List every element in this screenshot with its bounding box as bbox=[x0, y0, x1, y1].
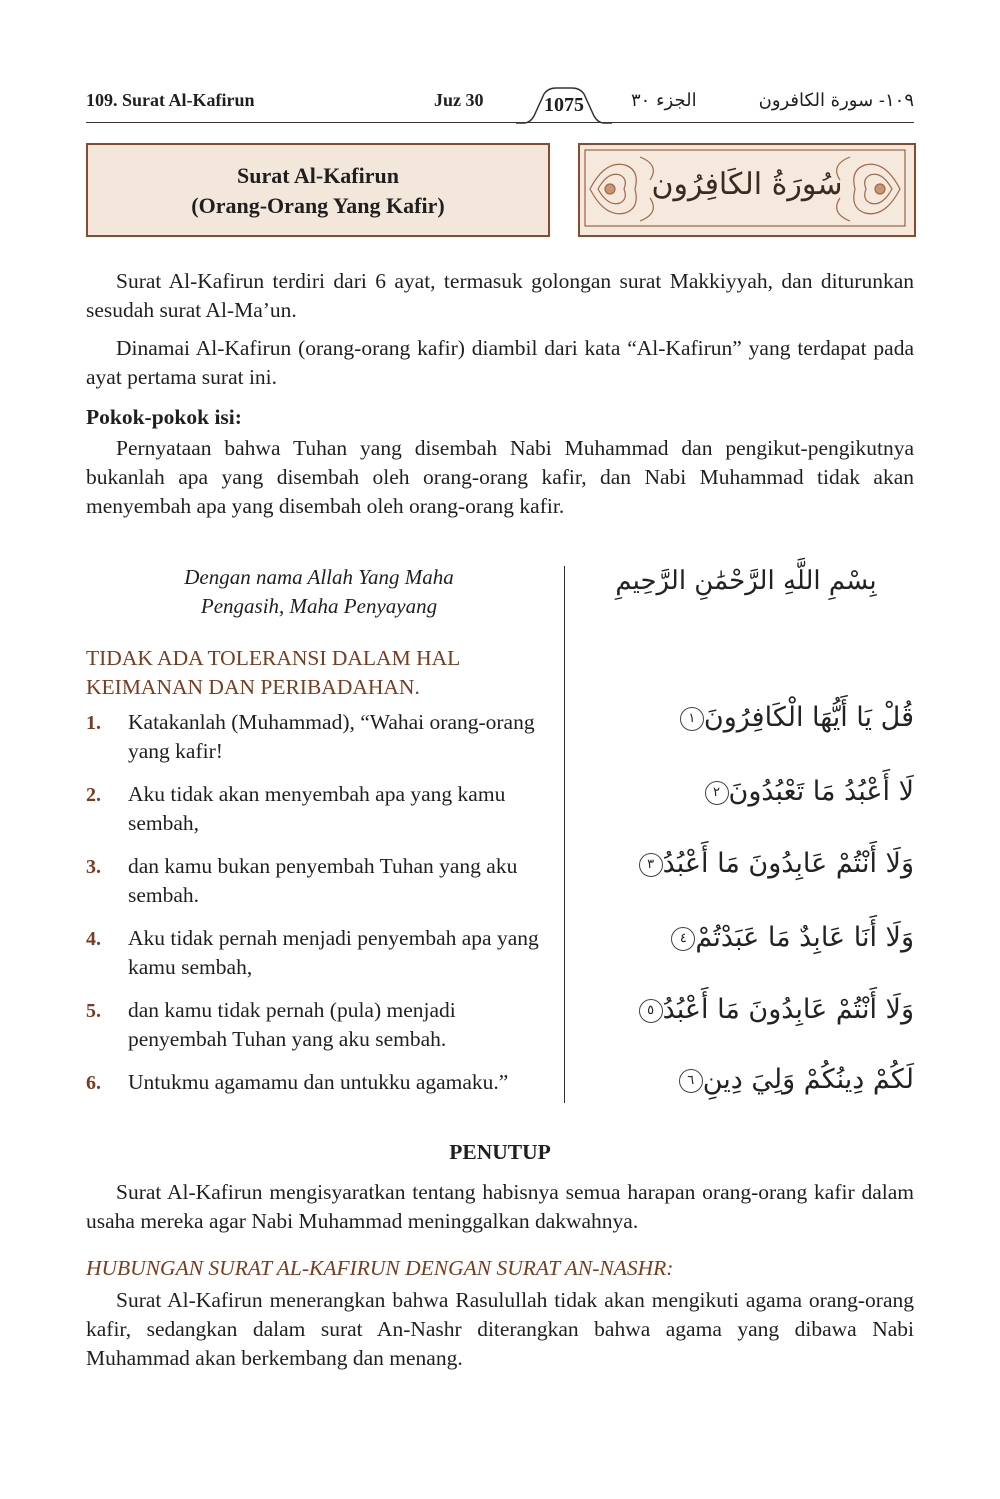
verse-translation: Aku tidak akan menyembah apa yang kamu sembah, bbox=[128, 782, 506, 835]
verse-translation: Aku tidak pernah menjadi penyembah apa yang kamu sembah, bbox=[128, 926, 539, 979]
verse-number: 3. bbox=[86, 856, 101, 878]
verse-arabic-text: وَلَا أَنْتُمْ عَابِدُونَ مَا أَعْبُدُ bbox=[662, 994, 914, 1025]
verse-arabic bbox=[586, 776, 914, 807]
basmala-translation-line-2: Pengasih, Maha Penyayang bbox=[200, 594, 438, 618]
section-heading-line-2: KEIMANAN DAN PERIBADAHAN. bbox=[86, 675, 420, 699]
page-number-tab bbox=[516, 86, 612, 124]
verse-arabic-text: وَلَا أَنْتُمْ عَابِدُونَ مَا أَعْبُدُ bbox=[662, 848, 914, 879]
surah-title-arabic: سُورَةُ الكَافِرُون bbox=[651, 167, 843, 202]
column-divider bbox=[564, 566, 565, 1103]
hubungan-heading: HUBUNGAN SURAT AL-KAFIRUN DENGAN SURAT AN-NASHR: bbox=[86, 1256, 674, 1280]
verse-arabic-text: لَا أَعْبُدُ مَا تَعْبُدُونَ bbox=[728, 776, 914, 807]
running-header bbox=[86, 86, 914, 124]
verse-arabic bbox=[586, 848, 914, 879]
verse-translation: Katakanlah (Muhammad), “Wahai orang-orang yang kafir! bbox=[128, 710, 535, 763]
section-heading bbox=[86, 644, 552, 702]
ayah-end-marker-icon: ٦ bbox=[679, 1069, 703, 1093]
ayah-end-marker-icon: ٥ bbox=[639, 999, 663, 1023]
section-heading-line-1: TIDAK ADA TOLERANSI DALAM HAL bbox=[86, 646, 461, 670]
basmala-translation bbox=[86, 563, 552, 621]
surah-subtitle: (Orang-Orang Yang Kafir) bbox=[191, 193, 445, 218]
verse-arabic bbox=[586, 702, 914, 733]
page bbox=[86, 0, 914, 1499]
verse-arabic bbox=[586, 994, 914, 1025]
verse-arabic-text: وَلَا أَنَا عَابِدٌ مَا عَبَدْتُمْ bbox=[695, 922, 914, 953]
verse-translation: Untukmu agamamu dan untukku agamaku.” bbox=[128, 1070, 509, 1094]
header-juz: Juz 30 bbox=[434, 90, 484, 110]
verse-arabic bbox=[586, 1064, 914, 1095]
pokok-paragraph: Pernyataan bahwa Tuhan yang disembah Nabi Muhammad dan pengikut-pengikutnya bukanlah apa yang disembah oleh orang-orang kafir, dan Nabi Muhammad tidak akan menyembah apa yang disembah oleh orang-orang kafir. bbox=[86, 436, 914, 518]
header-rule bbox=[86, 122, 914, 123]
header-surah-title: 109. Surat Al-Kafirun bbox=[86, 90, 255, 110]
ayah-end-marker-icon: ١ bbox=[680, 707, 704, 731]
ayah-end-marker-icon: ٣ bbox=[639, 853, 663, 877]
pokok-heading: Pokok-pokok isi: bbox=[86, 405, 242, 429]
intro-paragraph-1: Surat Al-Kafirun terdiri dari 6 ayat, termasuk golongan surat Makkiyyah, dan diturunkan sesudah surat Al-Ma’un. bbox=[86, 269, 914, 322]
surah-ornament-box bbox=[578, 143, 916, 237]
penutup-paragraph: Surat Al-Kafirun mengisyaratkan tentang habisnya semua harapan orang-orang kafir dalam usaha mereka agar Nabi Muhammad meninggalkan dakwahnya. bbox=[86, 1180, 914, 1233]
hubungan-paragraph: Surat Al-Kafirun menerangkan bahwa Rasulullah tidak akan mengikuti agama orang-orang kafir, sedangkan dalam surat An-Nashr diterangkan bahwa agama yang dibawa Nabi Muhammad akan berkembang dan menang. bbox=[86, 1288, 914, 1370]
verse-arabic-text: لَكُمْ دِينُكُمْ وَلِيَ دِينِ bbox=[702, 1064, 914, 1095]
intro-paragraph-2: Dinamai Al-Kafirun (orang-orang kafir) diambil dari kata “Al-Kafirun” yang terdapat pada ayat pertama surat ini. bbox=[86, 336, 914, 389]
surah-title-box bbox=[86, 143, 550, 237]
basmala-arabic: بِسْمِ اللَّهِ الرَّحْمَٰنِ الرَّحِيمِ bbox=[615, 566, 877, 596]
verse-number: 6. bbox=[86, 1072, 101, 1094]
verse-number: 1. bbox=[86, 712, 101, 734]
verse-arabic-text: قُلْ يَا أَيُّهَا الْكَافِرُونَ bbox=[703, 702, 914, 733]
verse-number: 5. bbox=[86, 1000, 101, 1022]
ayah-end-marker-icon: ٢ bbox=[705, 781, 729, 805]
verse-number: 4. bbox=[86, 928, 101, 950]
verse-number: 2. bbox=[86, 784, 101, 806]
header-surah-arabic: ١٠٩- سورة الكافرون bbox=[758, 90, 914, 111]
surah-title: Surat Al-Kafirun bbox=[237, 163, 399, 188]
ayah-end-marker-icon: ٤ bbox=[671, 927, 695, 951]
verse-translation: dan kamu tidak pernah (pula) menjadi penyembah Tuhan yang aku sembah. bbox=[128, 998, 456, 1051]
header-juz-arabic: الجزء ٣٠ bbox=[631, 90, 697, 111]
basmala-translation-line-1: Dengan nama Allah Yang Maha bbox=[184, 565, 454, 589]
verse-translation: dan kamu bukan penyembah Tuhan yang aku sembah. bbox=[128, 854, 518, 907]
page-number: 1075 bbox=[544, 94, 584, 116]
verse-arabic bbox=[586, 922, 914, 953]
penutup-heading: PENUTUP bbox=[449, 1140, 551, 1164]
